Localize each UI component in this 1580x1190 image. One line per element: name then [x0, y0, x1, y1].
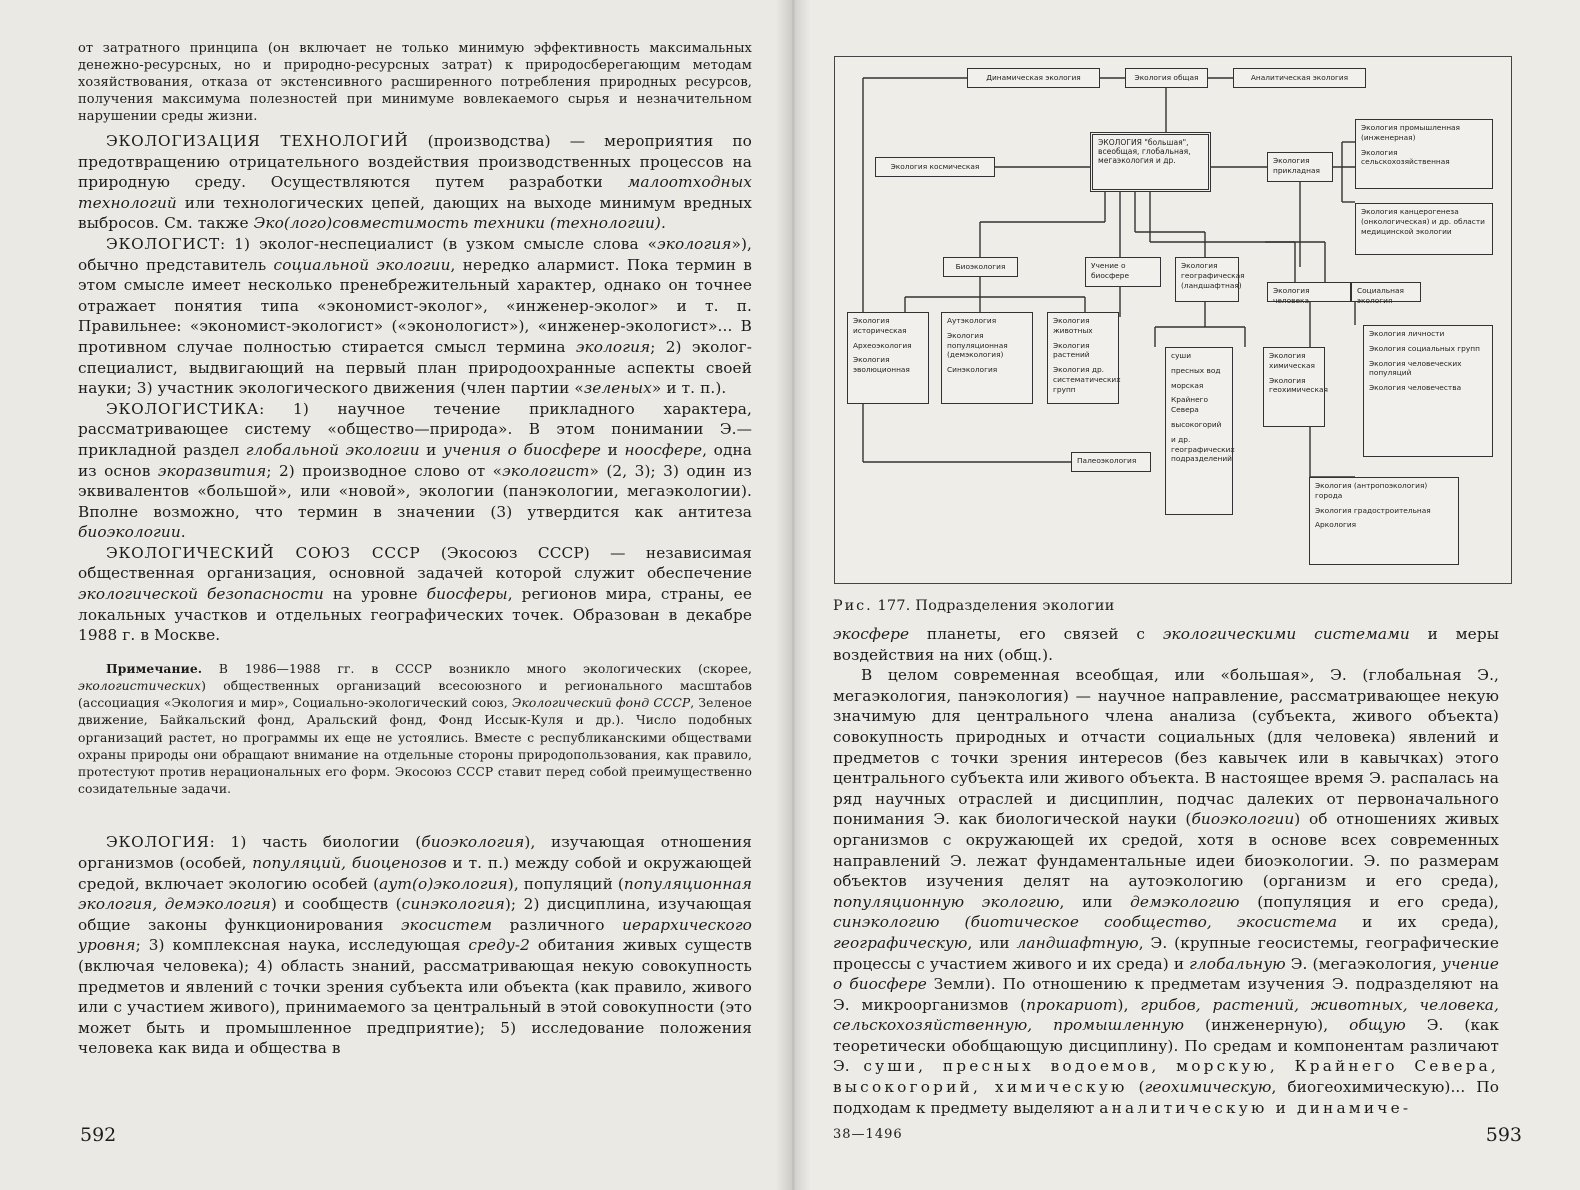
italic-term: экологической безопасности: [78, 585, 324, 604]
italic-term: учения о биосфере: [443, 440, 602, 459]
box-geographic-ecology: [1175, 257, 1245, 302]
box-general-ecology: [1125, 68, 1208, 88]
italic-term: синэкологию (биотическое сообщество, экосистема: [833, 913, 1338, 932]
box-big-ecology: [1090, 132, 1211, 192]
italic-term: экосфере: [833, 625, 910, 643]
box-human-ecology: [1267, 282, 1351, 305]
label: высокогорий: [1171, 419, 1222, 429]
figure-caption: [833, 598, 1520, 614]
italic-term: экология: [657, 234, 732, 253]
italic-term: биоэкологии: [78, 523, 181, 542]
text: ); 2) дисциплина, изучающая общие законы функционирования: [78, 895, 752, 934]
label: Экология общая: [1134, 73, 1199, 83]
caption-text: 177. Подразделения экологии: [872, 598, 1115, 614]
text: В целом современная всеобщая, или «большая», Э. (глобальная Э., мегаэкология, панэкология) — научное направление, рассматривающее некую значимую для центрального члена анализа (субъекта, живого объекта) совокупность природных и отчасти социальных (для человека) явлений и предметов с точки зрения интересов (без кавычек или в кавычках) этого центрального субъекта или живого объекта. В настоящее время Э. распалась на ряд научных отраслей и дисциплин, подчас далеких от первоначального понимания Э. как биологической науки (: [833, 666, 1499, 829]
italic-term: экологическими системами: [1162, 625, 1410, 643]
entry-ecologist-head: ЭКОЛОГИСТ: [106, 234, 220, 253]
italic-term: среду-2: [468, 936, 530, 955]
label: и др. географических подразделений: [1171, 434, 1235, 464]
entry-ecologistics-head: ЭКОЛОГИСТИКА: [106, 399, 260, 418]
italic-term: популяций, биоценозов: [252, 854, 447, 873]
label: Экология животных: [1053, 316, 1093, 335]
text: ) об отношениях живых организмов с окружающей их средой, хотя в основе всех современных направлений Э. лежат фундаментальные идеи биоэкологии. Э. по размерам объектов изучения делят на аутоэкологию (организм и его среда),: [833, 810, 1500, 891]
page-number-left: 592: [80, 1124, 117, 1146]
text: ) общественных организаций всесоюзного и регионального масштабов (ассоциация «Экология и мир», Социально-экологический союз,: [78, 679, 752, 711]
text: , биогеохимическую)... По подходам к предмету выделяют: [833, 1078, 1500, 1117]
box-personality-ecology: [1363, 325, 1493, 457]
italic-term: демэкологию: [1130, 892, 1240, 911]
label: Экология химическая: [1269, 351, 1315, 370]
label: Экология историческая: [853, 316, 907, 335]
right-text: [833, 624, 1499, 1118]
italic-term: аут(о)экология: [379, 874, 508, 893]
italic-term: малоотходных технологий: [78, 173, 752, 212]
box-chemical-ecology: [1263, 347, 1328, 427]
italic-term: популяционную экологию: [833, 892, 1060, 911]
text: , одна из основ: [78, 440, 752, 480]
text: планеты, его связей с: [909, 625, 1163, 643]
italic-term: экологистических: [78, 679, 202, 694]
label: Аутэкология: [947, 316, 997, 325]
label: Аналитическая экология: [1250, 73, 1349, 83]
text: Земли). По отношению к предметам изучения Э. подразделяют на Э. микроорганизмов (: [833, 975, 1499, 1014]
italic-term: геохимическую: [1144, 1078, 1272, 1097]
text: » и т. п.).: [651, 379, 727, 398]
box-cancer-ecology: [1355, 203, 1493, 255]
italic-term: ноосфере: [624, 440, 703, 459]
text: на уровне: [323, 585, 427, 604]
text: , Э. (крупные геосистемы, географические процессы с участием живого и их среда) и: [833, 933, 1500, 973]
label: Экология географическая (ландшафтная): [1181, 261, 1245, 290]
label: Экология социальных групп: [1369, 343, 1480, 353]
text: Э. (как теоретически обобщающую дисциплину). По средам и компонентам различают Э.: [833, 1016, 1499, 1076]
label: Палеоэкология: [1077, 456, 1137, 465]
label: Экология эволюционная: [853, 355, 910, 375]
box-biosphere-doctrine: [1085, 257, 1161, 287]
text: , нередко алармист. Пока термин в этом смысле имеет несколько пренебрежительный характер, однако он точнее отражает понятия типа «экономист-эколог», «инженер-эколог» и т. п. Правильнее: «экономист-экологист» («эконологист»), «инженер-экологист»... В противном случае полностью стирается смысл термина: [78, 255, 752, 356]
italic-term: иерархического уровня: [78, 915, 752, 955]
entry-tech-head: ЭКОЛОГИЗАЦИЯ ТЕХНОЛОГИЙ: [106, 132, 409, 150]
box-bioecology: [943, 257, 1018, 277]
label: Экология промышленная (инженерная): [1361, 123, 1461, 142]
text: (популяция и его среда),: [1239, 892, 1500, 911]
italic-term: ландшафтную: [1016, 933, 1139, 952]
entry-ecology-head: ЭКОЛОГИЯ: [106, 833, 210, 852]
text: Э. (мегаэкология,: [1285, 954, 1442, 973]
label: Экология геохимическая: [1269, 375, 1328, 395]
italic-term: экология: [575, 337, 651, 356]
text: , регионов мира, страны, ее локальных участков и отдельных географических точек. Образован в декабре 1988 г. в Москве.: [78, 585, 752, 645]
italic-term: социальной экологии: [273, 255, 451, 274]
text: » (2, 3); 3) один из эквивалентов «большой», или «новой», экологии (панэкологии, мегаэкологии). Вполне возможно, что термин в значении (3) утвердится как антитеза: [78, 461, 752, 521]
label: Экология сельскохозяйственная: [1361, 147, 1450, 167]
entry-union: [78, 543, 752, 646]
italic-term: прокариот: [1026, 995, 1118, 1014]
box-landscape-types: [1165, 347, 1233, 515]
text: и меры воздействия на них (общ.).: [833, 625, 1499, 664]
text: и их среда),: [1337, 913, 1499, 932]
spaced-term: суши, пресных водоемов, морскую, Крайнего Севера, высокогорий, химическую: [833, 1057, 1499, 1097]
italic-term: экоразвития: [157, 461, 267, 480]
text: (инженерную),: [1184, 1016, 1350, 1035]
text: ; 3) комплексная наука, исследующая: [135, 936, 469, 955]
entry-ecologistics: [78, 399, 752, 543]
entry-ecologist: [78, 234, 752, 399]
right-paragraph-2: [833, 665, 1499, 1118]
text: ), популяций (: [507, 874, 624, 893]
label: Учение о биосфере: [1091, 261, 1130, 280]
note-label: Примечание.: [106, 660, 203, 676]
caption-label: Рис.: [833, 598, 873, 614]
text: , или: [1059, 892, 1131, 911]
text: и: [601, 440, 625, 459]
italic-term: синэкология: [401, 895, 505, 914]
entry-ecology: [78, 832, 752, 1059]
spaced-term: аналитическую и динамиче-: [1099, 1098, 1412, 1117]
text: и т. п.) между собой и окружающей средой, включает экологию особей (: [78, 854, 752, 893]
text: , Зеленое движение, Байкальский фонд, Аральский фонд, Фонд Иссык-Куля и др.). Число подобных организаций растет, но программы их еще не устоялись. Вместе с республиканскими обществами охраны природы они обращают внимание на отдельные стороны природопользования, как правило, протестуют против нерациональных его форм. Экосоюз СССР ставит перед собой преимущественно созидательные задачи.: [78, 696, 753, 797]
label: Экология личности: [1369, 329, 1445, 338]
page-number-right: 593: [1485, 1124, 1522, 1146]
italic-term: глобальной экологии: [245, 440, 420, 459]
right-page: [790, 0, 1580, 1190]
italic-term: грибов, растений, животных, человека, сельскохозяйственную, промышленную: [833, 995, 1499, 1035]
label: Экология растений: [1053, 340, 1090, 360]
text: : 1) научное течение прикладного характера, рассматривающее систему «общество—природа». В этом понимании Э.— прикладной раздел: [78, 399, 752, 459]
italic-term: биоэкология: [421, 833, 525, 852]
label: Экология популяционная (демэкология): [947, 330, 1008, 360]
box-dynamic-ecology: [967, 68, 1100, 88]
label: суши: [1171, 351, 1192, 360]
text: В 1986—1988 гг. в СССР возникло много экологических (скорее,: [202, 661, 752, 676]
label: Экология (антропоэкология) города: [1315, 481, 1428, 500]
box-analytic-ecology: [1233, 68, 1366, 88]
note-paragraph: [78, 660, 752, 799]
italic-term: Эко(лого)совместимость техники (технологии).: [253, 214, 666, 233]
label: Динамическая экология: [986, 73, 1081, 83]
italic-term: зеленых: [583, 379, 652, 398]
text: ) и сообществ (: [270, 895, 402, 914]
text: и: [419, 440, 443, 459]
italic-term: экосистем: [401, 915, 493, 934]
box-social-ecology: [1351, 282, 1421, 305]
text: (производства) — мероприятия по предотвращению отрицательного воздействия производственных процессов на природную среду. Осуществляются путем разработки: [78, 132, 752, 192]
text: или технологических цепей, дающих на выходе минимум вредных выбросов. См. также: [78, 193, 752, 233]
label: Археоэкология: [853, 340, 912, 350]
text: : 1) часть биологии (: [209, 833, 422, 852]
label: Синэкология: [947, 365, 998, 375]
printer-signature: 38—1496: [833, 1127, 903, 1142]
label: Социальная экология: [1357, 286, 1404, 305]
label: Экология космическая: [890, 162, 980, 172]
text: (Экосоюз СССР) — независимая общественная организация, основной задачей которой служит обеспечение: [78, 543, 752, 583]
text: : 1) эколог-неспециалист (в узком смысле слова «: [219, 234, 658, 253]
box-historical-ecology: [847, 312, 929, 404]
text: ),: [1117, 995, 1141, 1014]
italic-term: Экологический фонд СССР: [511, 696, 691, 711]
label: Экология др. систематических групп: [1053, 365, 1121, 394]
label: Аркология: [1315, 520, 1357, 530]
label: Экология человеческих популяций: [1369, 358, 1462, 378]
italic-term: биосферы: [426, 585, 508, 604]
italic-term: популяционная экология, демэкология: [78, 874, 752, 914]
right-paragraph-1: [833, 624, 1499, 665]
italic-term: биоэкологии: [1191, 810, 1295, 829]
label: морская: [1171, 380, 1204, 390]
figure-ecology-subdivisions: [834, 56, 1512, 584]
label: Экология прикладная: [1273, 156, 1320, 175]
label: Биоэкология: [955, 262, 1006, 272]
label: ЭКОЛОГИЯ "большая", всеобщая, глобальная, мегаэкология и др.: [1098, 138, 1191, 166]
text: ), изучающая отношения организмов (особей,: [78, 833, 752, 873]
text: , или: [967, 933, 1017, 952]
box-applied-ecology: [1267, 152, 1333, 182]
text: ; 2) эколог-специалист, выдвигающий на первый план природоохранные аспекты своей науки; 3) участник экологического движения (член партии «: [78, 337, 752, 398]
italic-term: географическую: [833, 933, 968, 952]
box-industrial-agri: [1355, 119, 1493, 189]
label: Экология человечества: [1369, 383, 1462, 393]
box-paleoecology: [1071, 452, 1151, 472]
label: Экология канцерогенеза (онкологическая) и др. области медицинской экологии: [1361, 207, 1485, 236]
text: различного: [492, 915, 623, 934]
box-animal-ecology: [1047, 312, 1119, 404]
box-city-ecology: [1309, 477, 1459, 565]
text: (: [1127, 1078, 1145, 1097]
label: Крайнего Севера: [1171, 395, 1209, 415]
label: Экология градостроительная: [1315, 505, 1431, 515]
italic-term: общую: [1349, 1016, 1406, 1035]
box-cosmic-ecology: [875, 157, 995, 177]
intro-paragraph: [78, 40, 752, 125]
text: »), обычно представитель: [78, 234, 752, 274]
entry-tech: [78, 131, 752, 234]
text: ; 2) производное слово от «: [266, 461, 503, 480]
entry-union-head: ЭКОЛОГИЧЕСКИЙ СОЮЗ СССР: [106, 543, 421, 562]
italic-term: глобальную: [1189, 954, 1286, 973]
italic-term: экологист: [502, 461, 590, 480]
label: Экология человека: [1273, 286, 1310, 305]
label: пресных вод: [1171, 365, 1221, 375]
text: обитания живых существ (включая человека); 4) область знаний, рассматривающая некую совокупность предметов и явлений с точки зрения субъекта или объекта (как правило, живого или с участием живого), принимаемого за центральный в этой совокупности (это может быть и промышленное предприятие); 5) исследование положения человека как вида и общества в: [78, 936, 752, 1058]
text: .: [180, 523, 186, 542]
intro-text: от затратного принципа (он включает не только минимую эффективность максимальных денежно-ресурсных, но и природно-ресурсных затрат) к природосберегающим методам хозяйствования, отказа от экстенсивного расширенного потребления природных ресурсов, получения максимума полезностей при минимуме вовлекаемого сырья и незначительном нарушении среды жизни.: [78, 41, 752, 124]
box-autecology: [941, 312, 1033, 404]
italic-term: учение о биосфере: [833, 954, 1499, 994]
